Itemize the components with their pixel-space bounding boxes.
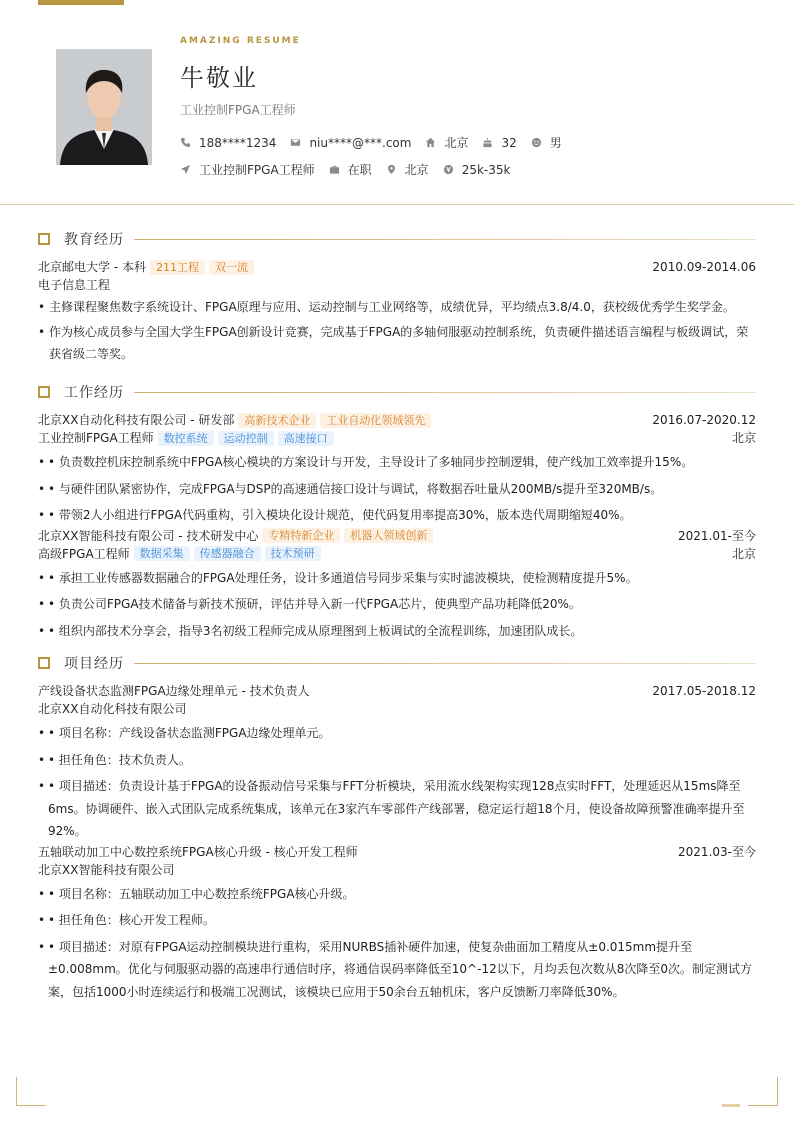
skill-tag: 数控系统 — [158, 431, 214, 446]
company-name: 北京XX自动化科技有限公司 - 研发部 — [38, 413, 235, 427]
work-title: 工作经历 — [64, 385, 124, 401]
phone-info — [180, 136, 276, 150]
project-entry — [38, 682, 756, 843]
company-tag: 工业自动化领域领先 — [320, 413, 431, 428]
mail-icon — [290, 137, 301, 148]
project-name-row — [38, 843, 756, 861]
phone-text: 188****1234 — [199, 135, 277, 150]
corner-decoration-right — [748, 1077, 778, 1106]
position-name: 工业控制FPGA工程师 — [38, 431, 154, 445]
company-tag: 专精特新企业 — [262, 528, 340, 543]
city-text: 北京 — [444, 136, 469, 150]
project-company-row — [38, 700, 756, 718]
list-item: • • 与硬件团队紧密协作，完成FPGA与DSP的高速通信接口设计与调试，将数据吞吐量从200MB/s提升至320MB/s。 — [38, 478, 756, 501]
school-tag: 双一流 — [209, 260, 254, 275]
list-item: • 主修课程聚焦数字系统设计、FPGA原理与应用、运动控制与工业网络等，成绩优异，平均绩点3.8/4.0，获校级优秀学生奖学金。 — [38, 296, 756, 319]
cake-icon — [482, 137, 493, 148]
candidate-name: 牛敬业 — [180, 64, 258, 92]
section-square-icon — [38, 657, 50, 669]
list-item: • • 组织内部技术分享会，指导3名初级工程师完成从原理图到上板调试的全流程训练，加速团队成长。 — [38, 620, 756, 643]
salary-info — [443, 163, 511, 177]
send-icon — [180, 164, 191, 175]
position-name: 高级FPGA工程师 — [38, 546, 130, 561]
job-city: 北京 — [731, 431, 756, 445]
project-date: 2017.05-2018.12 — [652, 684, 756, 698]
school-tag: 211工程 — [150, 260, 205, 275]
work-section — [38, 382, 756, 642]
home-icon — [425, 137, 436, 148]
list-item: • 作为核心成员参与全国大学生FPGA创新设计竞赛，完成基于FPGA的多轴伺服驱动控制系统，负责硬件描述语言编程与板级调试，荣获省级二等奖。 — [38, 321, 756, 366]
project-date: 2021.03-至今 — [678, 844, 756, 859]
skill-tag: 技术预研 — [265, 546, 321, 561]
job-date: 2021.01-至今 — [678, 528, 756, 543]
city-info — [425, 134, 468, 151]
age-info — [482, 136, 516, 150]
salary-text: 25k-35k — [461, 162, 511, 177]
school-name: 北京邮电大学 - 本科 — [38, 260, 146, 274]
skill-tag: 数据采集 — [134, 546, 190, 561]
target-city-text: 北京 — [404, 163, 429, 177]
list-item: • • 担任角色：技术负责人。 — [38, 749, 756, 772]
profile-photo-illustration — [56, 49, 152, 165]
section-square-icon — [38, 386, 50, 398]
education-bullets — [38, 296, 756, 366]
section-rule — [134, 663, 756, 664]
education-section — [38, 229, 756, 366]
education-date: 2010.09-2014.06 — [652, 260, 756, 274]
job-position-row — [38, 429, 756, 447]
project-name: 五轴联动加工中心数控系统FPGA核心升级 - 核心开发工程师 — [38, 844, 358, 859]
company-tag: 高新技术企业 — [238, 413, 316, 428]
list-item: • • 负责数控机床控制系统中FPGA核心模块的方案设计与开发，主导设计了多轴同步控制逻辑，使产线加工效率提升15%。 — [38, 451, 756, 474]
email-text: niu****@***.com — [309, 135, 412, 150]
profile-photo — [56, 49, 152, 165]
work-header — [38, 382, 756, 402]
target-position-text: 工业控制FPGA工程师 — [199, 163, 315, 177]
section-square-icon — [38, 233, 50, 245]
job-date: 2016.07-2020.12 — [652, 413, 756, 427]
list-item: • • 负责公司FPGA技术储备与新技术预研，评估并导入新一代FPGA芯片，使典型产品功耗降低20%。 — [38, 593, 756, 616]
job-title: 工业控制FPGA工程师 — [180, 103, 296, 117]
project-name-row — [38, 682, 756, 700]
skill-tag: 运动控制 — [218, 431, 274, 446]
project-name: 产线设备状态监测FPGA边缘处理单元 - 技术负责人 — [38, 684, 310, 698]
gender-icon — [531, 137, 542, 148]
job-company-row — [38, 527, 756, 545]
job-city: 北京 — [731, 546, 756, 561]
project-company: 北京XX智能科技有限公司 — [38, 862, 175, 877]
education-header — [38, 229, 756, 249]
projects-section — [38, 653, 756, 1003]
phone-icon — [180, 137, 191, 148]
section-rule — [134, 239, 756, 240]
briefcase-icon — [329, 164, 340, 175]
age-text: 32 — [501, 135, 517, 150]
list-item: • • 项目名称：产线设备状态监测FPGA边缘处理单元。 — [38, 722, 756, 745]
skill-tag: 传感器融合 — [194, 546, 261, 561]
email-info — [290, 136, 411, 150]
company-tag: 机器人领域创新 — [344, 528, 433, 543]
list-item: • • 项目描述：对原有FPGA运动控制模块进行重构，采用NURBS插补硬件加速，使复杂曲面加工精度从±0.015mm提升至±0.008mm。优化与伺服驱动器的高速串行通信时序，将通信误码率降低至10^-12以下，月均丢包次数从8次降至0次。制定测试方案，包括1000小时连续运行和极端工况测试，该模块已应用于50余台五轴机床，客户反馈断刀率降低30%。 — [38, 936, 756, 1004]
job-company-row — [38, 411, 756, 429]
list-item: • • 项目名称：五轴联动加工中心数控系统FPGA核心升级。 — [38, 883, 756, 906]
job-bullets — [38, 567, 756, 643]
target-position-info — [180, 161, 315, 178]
contact-row — [180, 134, 576, 151]
list-item: • • 承担工业传感器数据融合的FPGA处理任务，设计多通道信号同步采集与实时滤波模块，使检测精度提升5%。 — [38, 567, 756, 590]
skill-tag: 高速接口 — [278, 431, 334, 446]
job-entry — [38, 527, 756, 643]
projects-header — [38, 653, 756, 673]
corner-decoration-left — [16, 1077, 46, 1106]
status-info — [329, 161, 372, 178]
job-bullets — [38, 451, 756, 527]
gender-info — [531, 134, 562, 151]
education-major-row — [38, 276, 756, 294]
job-entry — [38, 411, 756, 527]
projects-title: 项目经历 — [64, 656, 124, 672]
project-company-row — [38, 861, 756, 879]
target-city-info — [386, 161, 429, 178]
salary-icon — [443, 164, 454, 175]
brand-label: AMAZING RESUME — [180, 36, 301, 46]
gender-text: 男 — [549, 136, 562, 150]
list-item: • • 项目描述：负责设计基于FPGA的设备振动信号采集与FFT分析模块，采用流水线架构实现128点实时FFT，处理延迟从15ms降至6ms。协调硬件、嵌入式团队完成系统集成，该单元在3家汽车零部件产线部署，稳定运行超18个月，使设备故障预警准确率提升至92%。 — [38, 775, 756, 843]
header-divider — [0, 204, 794, 205]
intent-row — [180, 161, 524, 178]
company-name: 北京XX智能科技有限公司 - 技术研发中心 — [38, 528, 259, 543]
education-school-row — [38, 258, 756, 276]
project-company: 北京XX自动化科技有限公司 — [38, 702, 187, 716]
status-text: 在职 — [347, 163, 372, 177]
list-item: • • 带领2人小组进行FPGA代码重构，引入模块化设计规范，使代码复用率提高30%，版本迭代周期缩短40%。 — [38, 504, 756, 527]
top-accent-bar — [38, 0, 124, 5]
list-item: • • 担任角色：核心开发工程师。 — [38, 909, 756, 932]
section-rule — [134, 392, 756, 393]
project-bullets — [38, 883, 756, 1004]
project-entry — [38, 843, 756, 1004]
job-position-row — [38, 545, 756, 563]
major-name: 电子信息工程 — [38, 278, 111, 292]
project-bullets — [38, 722, 756, 843]
education-title: 教育经历 — [64, 232, 124, 248]
bottom-accent-dash — [722, 1104, 740, 1107]
location-icon — [386, 164, 397, 175]
